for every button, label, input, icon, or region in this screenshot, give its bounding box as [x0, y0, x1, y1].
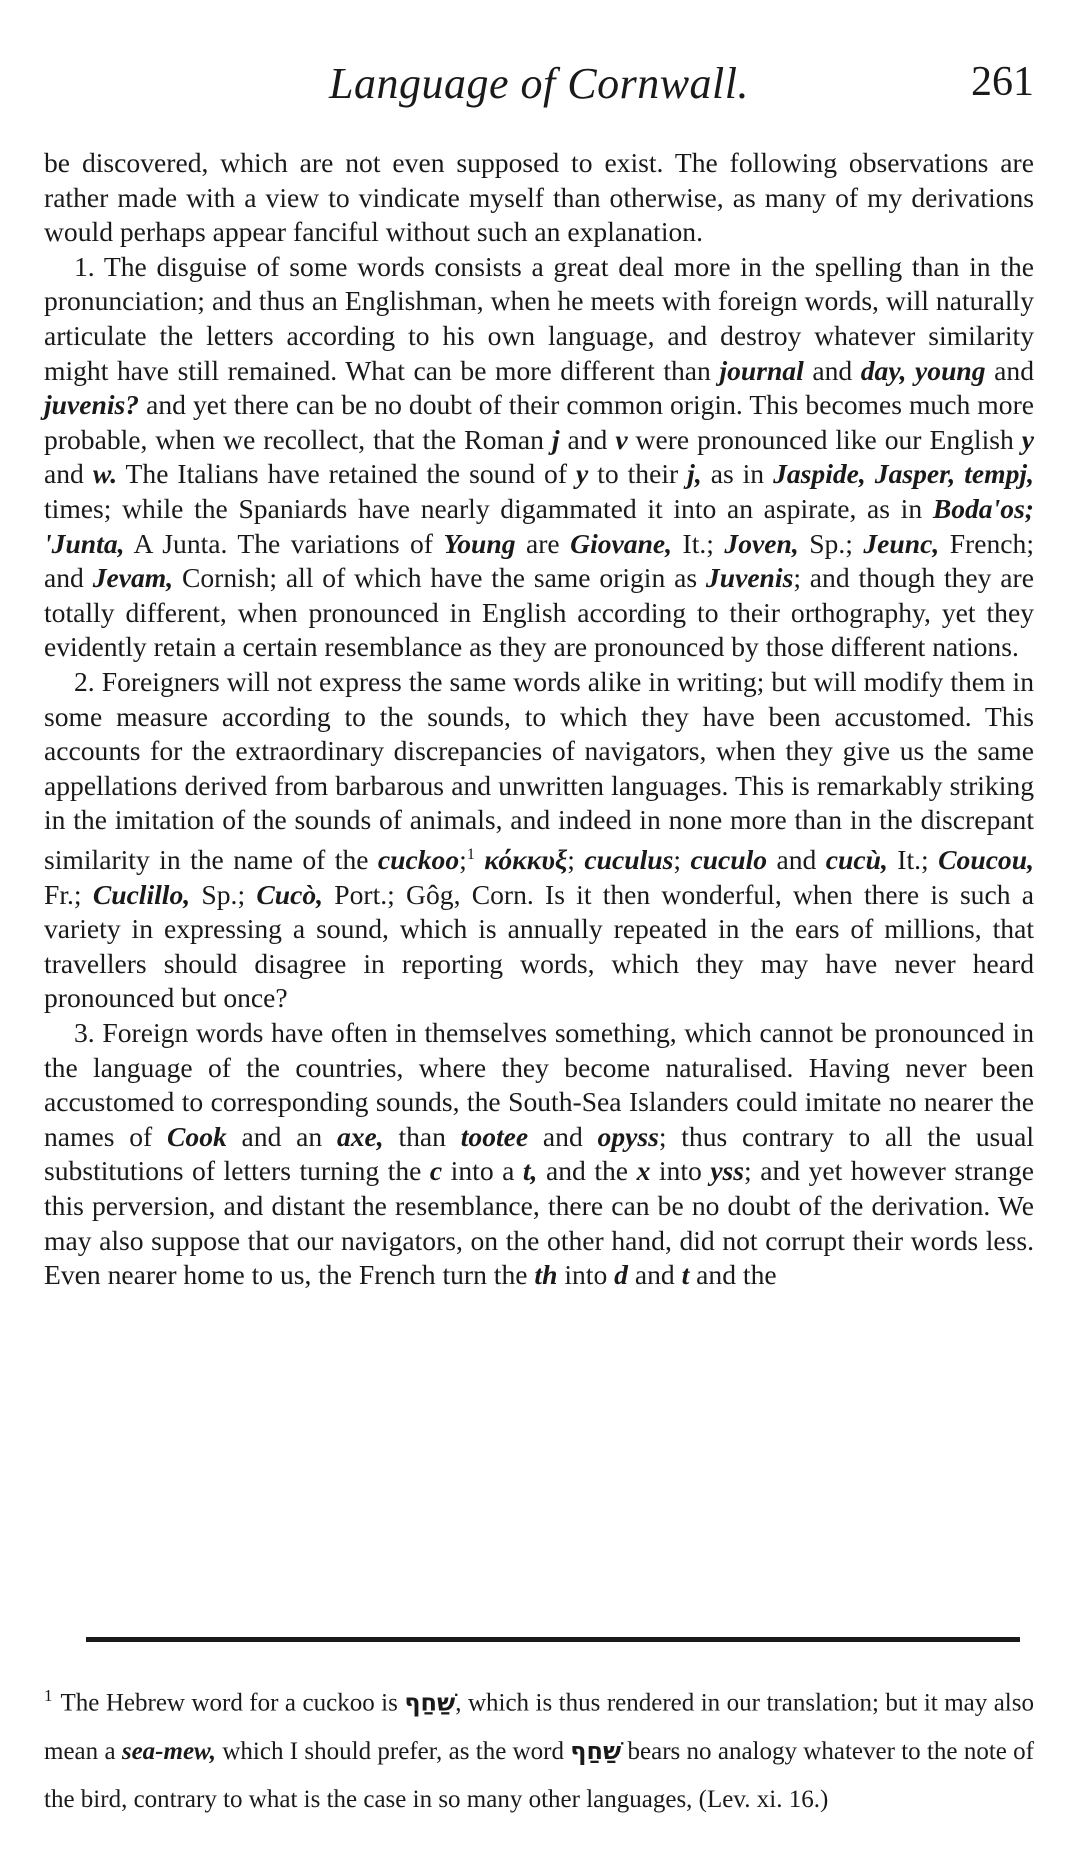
running-title: Language of Cornwall. — [329, 59, 749, 108]
footnote-mark: 1 — [44, 1686, 53, 1705]
paragraph-1: 1. The disguise of some words consists a great deal more in the spelling than in the pronunciation; and thus an Englishman, when he meets with foreign words, will naturally articulate the letters according to his own language, and destroy whatever similarity might have still remained. What can be more different than journal and day, young and juvenis? and yet there can be no doubt of their common origin. This becomes much more probable, when we recollect, that the Roman j and v were pronounced like our English y and w. The Italians have retained the sound of y to their j, as in Jaspide, Jasper, tempj, times; while the Spaniards have nearly digammated it into an aspirate, as in Boda'os; 'Junta, A Junta. The variations of Young are Giovane, It.; Joven, Sp.; Jeunc, French; and Jevam, Cornish; all of which have the same origin as Juvenis; and though they are totally different, when pronounced in English according to their orthography, yet they evidently retain a certain resemblance as they are pronounced by those different nations. — [44, 250, 1035, 663]
hebrew-word: שַׁחַף — [404, 1688, 456, 1717]
running-head — [44, 58, 1034, 118]
paragraph-3: 3. Foreign words have often in themselves something, which cannot be pronounced in the language of the countries, where they become naturalised. Having never been accustomed to corresponding sounds, the South-Sea Islanders could imitate no nearer the names of Cook and an axe, than tootee and opyss; thus contrary to all the usual substitutions of letters turning the c into a t, and the x into yss; and yet however strange this perversion, and distant the resemblance, there can be no doubt of the derivation. We may also suppose that our navigators, on the other hand, did not corrupt their words less. Even nearer home to us, the French turn the th into d and t and the — [44, 1017, 1034, 1291]
footnote-divider — [86, 1637, 1020, 1642]
body-text — [44, 146, 1034, 1293]
paragraph-continued: be discovered, which are not even supposed to exist. The following observations are rather made with a view to vindicate myself than otherwise, as many of my derivations would perhaps appear fanciful without such an explanation. — [44, 147, 1034, 248]
hebrew-word: שַׁחַף — [570, 1737, 622, 1766]
paragraph-2: 2. Foreigners will not express the same words alike in writing; but will modify them in some measure according to the sounds, to which they have been accustomed. This accounts for the extraordinary discrepancies of navigators, when they give us the same appellations derived from barbarous and unwritten languages. This is remarkably striking in the imitation of the sounds of animals, and indeed in none more than in the discrepant similarity in the name of the cuckoo;$^1$ κόκκυξ; cuculus; cuculo and cucù, It.; Coucou, Fr.; Cuclillo, Sp.; Cucò, Port.; Gôg, Corn. Is it then wonderful, when there is such a variety in expressing a sound, which is annually repeated in the ears of millions, that travellers should disagree in reporting words, which they may have never heard pronounced but once? — [44, 665, 1034, 1014]
page-number: 261 — [971, 59, 1034, 105]
footnote: $^1$ The Hebrew word for a cuckoo is שַׁחַף, which is thus rendered in our translation; but it may also mean a sea-mew, which I should prefer, as the word שַׁחַף bears no analogy whatever to the note of the bird, contrary to what is the case in so many other languages, (Lev. xi. 16.) — [44, 1686, 1035, 1814]
footnote-reference: 1 — [466, 845, 475, 863]
